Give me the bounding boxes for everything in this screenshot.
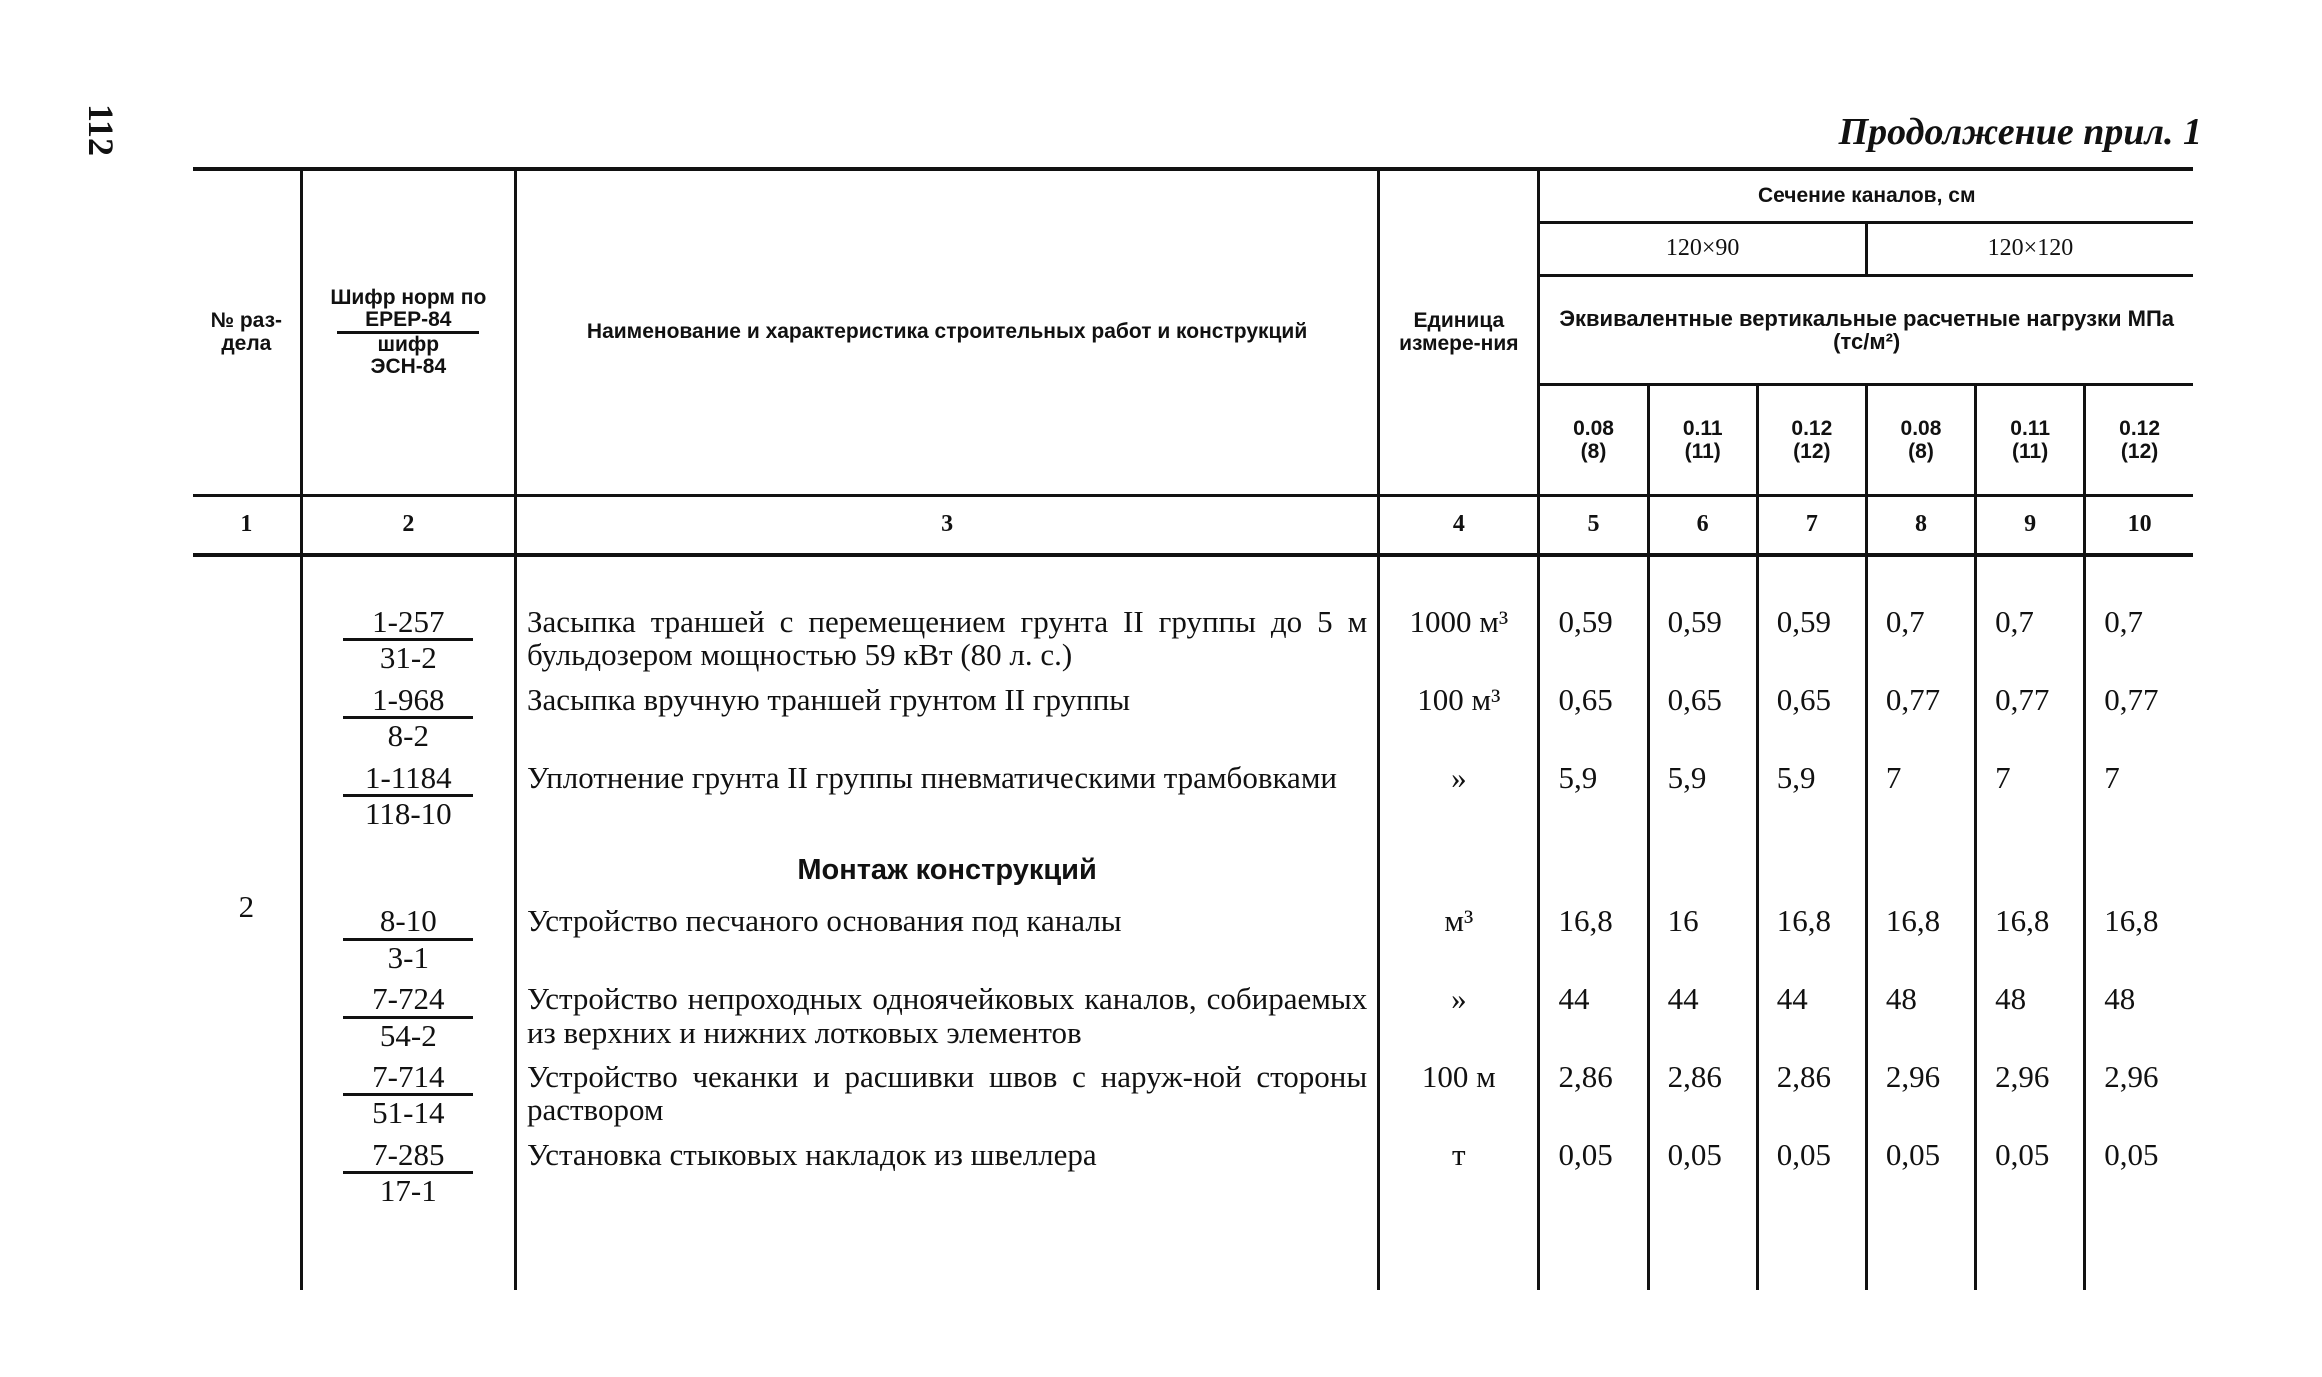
load-value-cell: 0,7: [1866, 601, 1975, 679]
norm-code: [301, 757, 515, 835]
norm-code-fraction: [343, 1138, 473, 1208]
header-load-value-tc: (8): [1580, 440, 1607, 463]
norm-code-fraction: [343, 904, 473, 974]
norm-code-esn: 51-14: [372, 1095, 445, 1131]
header-channel-section: Сечение каналов, см: [1539, 169, 2193, 223]
load-value-cell: 2,96: [1866, 1056, 1975, 1134]
load-value-cell: 7: [1976, 757, 2085, 835]
empty-cell: [193, 1212, 301, 1290]
empty-cell: [515, 555, 1378, 601]
norm-code: [301, 679, 515, 757]
header-load-value: 0.12: [2119, 416, 2161, 440]
norm-code-esn: 31-2: [379, 640, 437, 676]
empty-cell: [1539, 835, 1648, 900]
empty-cell: [1648, 835, 1757, 900]
load-value-cell: 5,9: [1757, 757, 1866, 835]
header-col-number-4: 4: [1379, 496, 1539, 556]
norm-code-erer: 7-714: [343, 1060, 473, 1096]
header-load-3: [1757, 385, 1866, 496]
table-row: [193, 679, 2193, 757]
empty-cell: [1648, 1212, 1757, 1290]
page-number: 112: [81, 104, 121, 157]
header-load-value: 0.11: [1682, 416, 1723, 440]
empty-cell: [301, 555, 515, 601]
header-col-number-3: 3: [515, 496, 1378, 556]
work-name: Устройство непроходных одноячейковых каналов, собираемых из верхних и нижних лотковых элементов: [515, 978, 1378, 1056]
norm-code: [301, 900, 515, 978]
load-value-cell: 0,05: [1757, 1134, 1866, 1212]
load-value-cell: 48: [1866, 978, 1975, 1056]
header-load-1: [1539, 385, 1648, 496]
norm-code: [301, 1056, 515, 1134]
table-row: [193, 757, 2193, 835]
header-col-number-10: 10: [2085, 496, 2193, 556]
header-col-number-5: 5: [1539, 496, 1648, 556]
work-name: Устройство чеканки и расшивки швов с наруж-ной стороны раствором: [515, 1056, 1378, 1134]
header-load-value-tc: (11): [2012, 440, 2049, 463]
load-value-cell: 0,05: [1648, 1134, 1757, 1212]
norm-code-fraction: [343, 1060, 473, 1130]
header-col-number-7: 7: [1757, 496, 1866, 556]
table-row: [193, 1134, 2193, 1212]
load-value-cell: 0,65: [1757, 679, 1866, 757]
header-norm-code-esn: шифр ЭСН-84: [370, 333, 447, 379]
empty-cell: [515, 1212, 1378, 1290]
header-col-number-8: 8: [1866, 496, 1975, 556]
empty-cell: [1757, 1212, 1866, 1290]
header-work-name: Наименование и характеристика строительных работ и конструкций: [515, 169, 1378, 496]
empty-cell: [1866, 1212, 1975, 1290]
empty-cell: [2085, 1212, 2193, 1290]
load-value-cell: 0,65: [1648, 679, 1757, 757]
group-title: Монтаж конструкций: [515, 835, 1378, 900]
load-value-cell: 16: [1648, 900, 1757, 978]
norm-code-fraction: [343, 605, 473, 675]
norm-code-erer: 7-285: [343, 1138, 473, 1174]
empty-cell: [1379, 1212, 1539, 1290]
empty-cell: [1539, 1212, 1648, 1290]
load-value-cell: 5,9: [1539, 757, 1648, 835]
work-name: Засыпка вручную траншей грунтом II группы: [515, 679, 1378, 757]
header-unit: Единица измере-ния: [1379, 169, 1539, 496]
norm-code-fraction: [343, 761, 473, 831]
load-value-cell: 0,59: [1648, 601, 1757, 679]
header-norm-code-erer: ЕРЕР-84: [337, 309, 479, 334]
header-load-value-tc: (12): [2120, 440, 2159, 463]
unit: »: [1379, 978, 1539, 1056]
empty-cell: [2085, 555, 2193, 601]
empty-cell: [1866, 555, 1975, 601]
header-load-value-tc: (11): [1684, 440, 1721, 463]
norm-code: [301, 1134, 515, 1212]
norm-code-esn: 17-1: [379, 1173, 437, 1209]
load-value-cell: 0,05: [2104, 1136, 2159, 1172]
work-name: Уплотнение грунта II группы пневматическими трамбовками: [515, 757, 1378, 835]
header-load-5: [1976, 385, 2085, 496]
load-value-cell: 0,7: [2104, 604, 2143, 639]
load-value-cell: 2,86: [1648, 1056, 1757, 1134]
empty-cell: [2085, 835, 2193, 900]
norm-code-esn: 54-2: [379, 1017, 437, 1053]
load-value-cell: 16,8: [2104, 903, 2159, 939]
norms-table-container: [193, 167, 2193, 1290]
load-value-cell: 0,77: [2104, 681, 2159, 717]
load-value-cell: 16,8: [1757, 900, 1866, 978]
table-row: [193, 601, 2193, 679]
header-load-value-tc: (8): [1908, 440, 1934, 463]
header-section-number: № раз-дела: [193, 169, 301, 496]
header-col-number-6: 6: [1648, 496, 1757, 556]
norm-code-erer: 1-968: [343, 683, 473, 719]
group-title-row: [193, 835, 2193, 900]
header-loads-title: Эквивалентные вертикальные расчетные нагрузки МПа (тс/м²): [1539, 276, 2193, 385]
header-size-120x90: 120×90: [1539, 223, 1866, 276]
header-load-6: [2085, 385, 2193, 496]
norm-code-erer: 1-1184: [343, 761, 473, 797]
load-value-cell: 44: [1539, 978, 1648, 1056]
header-norm-code-line1: Шифр норм по: [330, 285, 487, 309]
empty-cell: [1976, 555, 2085, 601]
unit: м³: [1379, 900, 1539, 978]
norm-code-esn: 8-2: [387, 718, 429, 754]
header-col-number-1: 1: [193, 496, 301, 556]
load-value-cell: 2,86: [1757, 1056, 1866, 1134]
unit: т: [1379, 1134, 1539, 1212]
load-value-cell: 7: [1866, 757, 1975, 835]
unit: 100 м³: [1379, 679, 1539, 757]
unit: 1000 м³: [1379, 601, 1539, 679]
load-value-cell: 0,05: [1866, 1134, 1975, 1212]
empty-cell: [1866, 835, 1975, 900]
unit: »: [1379, 757, 1539, 835]
header-size-120x120: 120×120: [1866, 223, 2193, 276]
section-number: 2: [193, 601, 301, 1212]
empty-cell: [1539, 555, 1648, 601]
work-name: Установка стыковых накладок из швеллера: [515, 1134, 1378, 1212]
header-col-number-2: 2: [301, 496, 515, 556]
work-name: Устройство песчаного основания под каналы: [515, 900, 1378, 978]
spacer-row: [193, 555, 2193, 601]
load-value-cell: 44: [1757, 978, 1866, 1056]
header-load-value: 0.12: [1791, 416, 1833, 440]
load-value-cell: 0,05: [1976, 1134, 2085, 1212]
empty-cell: [1379, 555, 1539, 601]
empty-cell: [1379, 835, 1539, 900]
load-value-cell: 16,8: [1866, 900, 1975, 978]
load-value-cell: 16,8: [1539, 900, 1648, 978]
load-value-cell: 0,59: [1539, 601, 1648, 679]
norm-code-fraction: [343, 982, 473, 1052]
empty-cell: [301, 835, 515, 900]
load-value-cell: 0,59: [1757, 601, 1866, 679]
load-value-cell: 0,65: [1539, 679, 1648, 757]
table-row: [193, 978, 2193, 1056]
empty-cell: [193, 555, 301, 601]
load-value-cell: 2,96: [2104, 1059, 2159, 1094]
header-col-number-9: 9: [1976, 496, 2085, 556]
load-value-cell: 48: [2104, 981, 2136, 1017]
norm-code: [301, 601, 515, 679]
load-value-cell: 48: [1976, 978, 2085, 1056]
empty-cell: [1976, 1212, 2085, 1290]
norm-code-esn: 3-1: [387, 939, 429, 975]
empty-cell: [1757, 555, 1866, 601]
header-load-4: [1866, 385, 1975, 496]
norm-code-esn: 118-10: [364, 796, 452, 832]
norm-code-fraction: [343, 683, 473, 753]
load-value-cell: 5,9: [1648, 757, 1757, 835]
empty-cell: [1648, 555, 1757, 601]
load-value-cell: 7: [2104, 759, 2120, 795]
load-value-cell: 0,05: [1539, 1134, 1648, 1212]
header-load-value: 0.11: [2010, 416, 2050, 440]
table-header: [193, 169, 2193, 555]
empty-cell: [301, 1212, 515, 1290]
load-value-cell: 2,96: [1976, 1056, 2085, 1134]
norm-code: [301, 978, 515, 1056]
header-load-value: 0.08: [1900, 416, 1942, 440]
continuation-label: Продолжение прил. 1: [1838, 111, 2202, 153]
norm-code-erer: 8-10: [343, 904, 473, 940]
load-value-cell: 2,86: [1539, 1056, 1648, 1134]
load-value-cell: 16,8: [1976, 900, 2085, 978]
table-row: [193, 1056, 2193, 1134]
header-load-2: [1648, 385, 1757, 496]
load-value-cell: 44: [1648, 978, 1757, 1056]
table-body: [193, 555, 2193, 1290]
empty-cell: [1757, 835, 1866, 900]
empty-cell: [1976, 835, 2085, 900]
norms-table: [193, 167, 2193, 1290]
load-value-cell: 0,7: [1976, 601, 2085, 679]
header-norm-code: [301, 169, 515, 496]
norm-code-erer: 7-724: [343, 982, 473, 1018]
load-value-cell: 0,77: [1866, 679, 1975, 757]
header-load-value-tc: (12): [1793, 440, 1831, 463]
table-row: [193, 900, 2193, 978]
unit: 100 м: [1379, 1056, 1539, 1134]
work-name: Засыпка траншей с перемещением грунта II группы до 5 м бульдозером мощностью 59 кВт (80 л. с.): [515, 601, 1378, 679]
load-value-cell: 0,77: [1976, 679, 2085, 757]
header-load-value: 0.08: [1573, 416, 1614, 440]
spacer-row: [193, 1212, 2193, 1290]
norm-code-erer: 1-257: [343, 605, 473, 641]
header-column-numbers: [193, 496, 2193, 556]
